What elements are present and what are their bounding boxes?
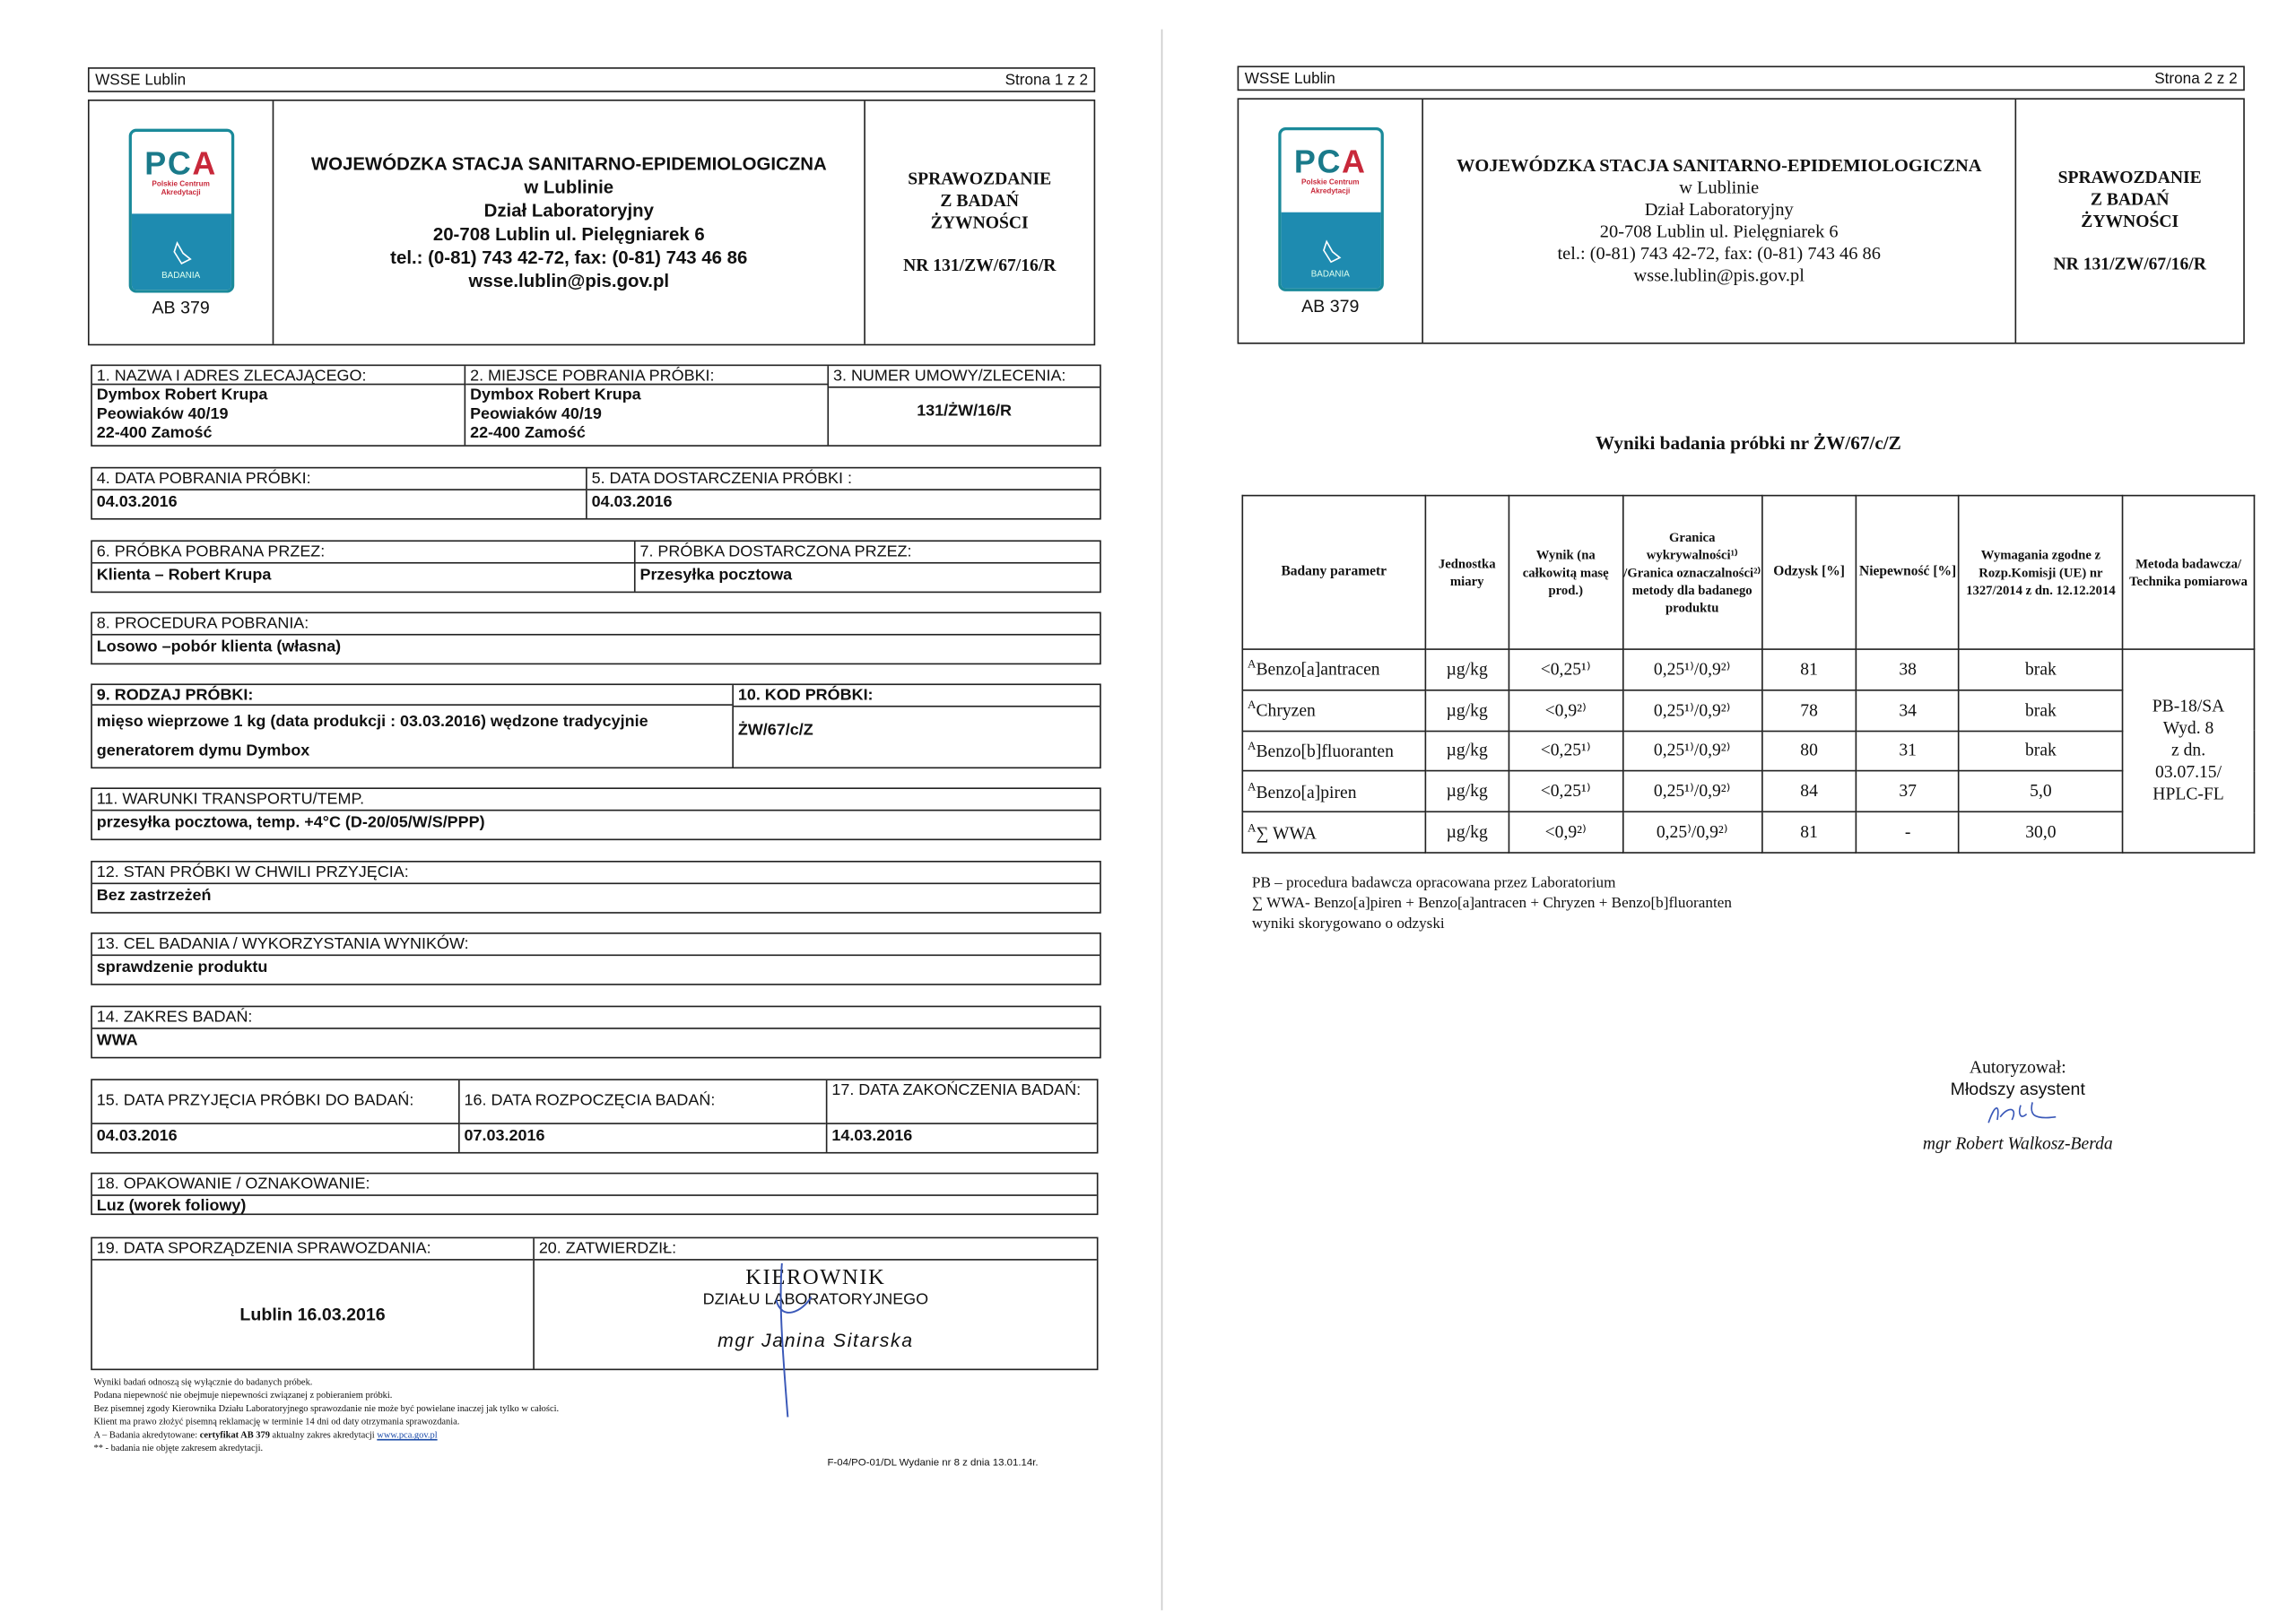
fn-mid: aktualny zakres akredytacji — [269, 1430, 378, 1441]
table-row — [1242, 731, 2254, 771]
param-cell — [1242, 812, 1425, 853]
accreditation-code: AB 379 — [1301, 294, 1360, 316]
logo-cell — [1239, 100, 1423, 343]
param-cell — [1242, 731, 1425, 771]
col-header: Jednostka miary — [1425, 496, 1509, 649]
table-row — [1242, 771, 2254, 811]
param-name: ∑ WWA — [1256, 821, 1317, 843]
institution-name: WOJEWÓDZKA STACJA SANITARNO-EPIDEMIOLOGICZNA — [1456, 155, 1982, 176]
col-header: Granica wykrywalności¹⁾ /Granica oznaczalności²⁾ metody dla badanego produktu — [1622, 496, 1761, 649]
unit-cell: µg/kg — [1425, 649, 1509, 690]
institution-city: w Lublinie — [1679, 177, 1760, 198]
authorization-block — [1889, 1057, 2146, 1155]
note: ∑ WWA- Benzo[a]piren + Benzo[a]antracen + Chryzen + Benzo[b]fluoranten — [1251, 896, 1732, 913]
method-line: 03.07.15/ — [2155, 761, 2222, 783]
s1-line: Peowiaków 40/19 — [96, 405, 229, 423]
fn-pre: A – Badania akredytowane: — [93, 1430, 200, 1441]
s7-label: 7. PRÓBKA DOSTARCZONA PRZEZ: — [636, 542, 1100, 563]
param-cell — [1242, 771, 1425, 811]
param-cell — [1242, 690, 1425, 730]
s8-label: 8. PROCEDURA POBRANIA: — [92, 613, 1100, 635]
table-row — [1242, 690, 2254, 730]
pca-logo — [1277, 126, 1383, 291]
page2-top-bar — [1238, 65, 2245, 91]
result-cell: <0,25¹⁾ — [1509, 731, 1622, 771]
s9-label: 9. RODZAJ PRÓBKI: — [92, 685, 732, 706]
s5-label: 5. DATA DOSTARCZENIA PRÓBKI : — [587, 468, 1100, 490]
recovery-cell: 78 — [1761, 690, 1857, 730]
recovery-cell: 81 — [1761, 812, 1857, 853]
institution-name: WOJEWÓDZKA STACJA SANITARNO-EPIDEMIOLOGICZNA — [310, 153, 827, 175]
accredited-mark: A — [1248, 657, 1257, 672]
section-9-10 — [91, 683, 1101, 768]
result-cell: <0,9²⁾ — [1509, 690, 1622, 730]
limit-cell: 0,25¹⁾/0,9²⁾ — [1622, 649, 1761, 690]
logo-badge: BADANIA — [1310, 270, 1350, 280]
s10-value: ŻW/67/c/Z — [737, 721, 813, 740]
limit-cell: 0,25¹⁾/0,9²⁾ — [1622, 690, 1761, 730]
form-code: F-04/PO-01/DL Wydanie nr 8 z dnia 13.01.14r. — [827, 1458, 1039, 1469]
page2-header — [1238, 98, 2245, 343]
s12-value: Bez zastrzeżeń — [96, 887, 212, 905]
s1-line: 22-400 Zamość — [96, 424, 213, 443]
footnote: Wyniki badań odnoszą się wyłącznie do badanych próbek. — [93, 1377, 313, 1388]
uncertainty-cell: - — [1857, 812, 1959, 853]
footnote: ** - badania nie objęte zakresem akredytacji. — [93, 1443, 264, 1454]
col-header: Niepewność [%] — [1857, 496, 1959, 649]
uncertainty-cell: 31 — [1857, 731, 1959, 771]
recovery-cell: 80 — [1761, 731, 1857, 771]
table-row — [1242, 812, 2254, 853]
accredited-mark: A — [1248, 698, 1257, 712]
s19-label: 19. DATA SPORZĄDZENIA SPRAWOZDANIA: — [92, 1238, 533, 1260]
col-header: Metoda badawcza/ Technika pomiarowa — [2123, 496, 2255, 649]
s2-line: Peowiaków 40/19 — [470, 405, 602, 423]
s19-value: Lublin 16.03.2016 — [239, 1304, 386, 1325]
accredited-mark: A — [1248, 779, 1257, 794]
s6-label: 6. PRÓBKA POBRANA PRZEZ: — [92, 542, 634, 563]
s14-label: 14. ZAKRES BADAŃ: — [92, 1007, 1100, 1028]
result-cell: <0,9²⁾ — [1509, 812, 1622, 853]
s2-line: Dymbox Robert Krupa — [470, 386, 641, 404]
institution-dept: Dział Laboratoryjny — [483, 200, 654, 221]
table-notes — [1252, 874, 1732, 936]
method-line: HPLC-FL — [2152, 784, 2224, 805]
limit-cell: 0,25⁾/0,9²⁾ — [1622, 812, 1761, 853]
uncertainty-cell: 34 — [1857, 690, 1959, 730]
footnote: Klient ma prawo złożyć pisemną reklamację w terminie 14 dni od daty otrzymania sprawozdania. — [93, 1417, 460, 1427]
institution-address: 20-708 Lublin ul. Pielęgniarek 6 — [432, 223, 705, 245]
limit-cell: 0,25¹⁾/0,9²⁾ — [1622, 731, 1761, 771]
requirement-cell: brak — [1959, 649, 2122, 690]
s3-value: 131/ŻW/16/R — [917, 402, 1013, 421]
recovery-cell: 81 — [1761, 649, 1857, 690]
note: wyniki skorygowano o odzyski — [1251, 916, 1445, 932]
section-8 — [91, 612, 1101, 664]
s1-line: Dymbox Robert Krupa — [96, 386, 268, 404]
institution-dept: Dział Laboratoryjny — [1644, 199, 1794, 220]
org-short: WSSE Lublin — [95, 71, 187, 89]
s4-label: 4. DATA POBRANIA PRÓBKI: — [92, 468, 586, 490]
institution-email: wsse.lublin@pis.gov.pl — [468, 271, 670, 291]
method-line: Wyd. 8 — [2162, 717, 2214, 739]
logo-line1: Polskie Centrum — [1301, 178, 1360, 187]
section-12 — [91, 861, 1101, 914]
approver-name: mgr Janina Sitarska — [718, 1329, 914, 1351]
section-6-7 — [91, 540, 1101, 593]
flask-icon — [168, 239, 194, 272]
page-number: Strona 2 z 2 — [2154, 69, 2238, 88]
recovery-cell: 84 — [1761, 771, 1857, 811]
institution-city: w Lublinie — [524, 177, 614, 198]
s12-label: 12. STAN PRÓBKI W CHWILI PRZYJĘCIA: — [92, 863, 1100, 884]
approver-title: KIEROWNIK — [745, 1266, 886, 1290]
results-table — [1241, 495, 2255, 854]
logo-cell — [90, 101, 274, 344]
s6-value: Klienta – Robert Krupa — [96, 566, 272, 585]
pca-mark: PCA — [1293, 143, 1367, 179]
s10-label: 10. KOD PRÓBKI: — [734, 685, 1100, 707]
report-title-2: Z BADAŃ — [2090, 188, 2170, 210]
s13-value: sprawdzenie produktu — [96, 958, 268, 976]
param-name: Benzo[a]antracen — [1256, 659, 1380, 681]
institution-cell — [1423, 100, 2016, 343]
report-number: NR 131/ZW/67/16/R — [903, 255, 1057, 275]
requirement-cell: brak — [1959, 690, 2122, 730]
col-header: Wymagania zgodne z Rozp.Komisji (UE) nr 1327/2014 z dn. 12.12.2014 — [1959, 496, 2122, 649]
param-name: Benzo[b]fluoranten — [1256, 741, 1394, 761]
institution-phone: tel.: (0-81) 743 42-72, fax: (0-81) 743 46 86 — [390, 247, 748, 268]
section-1-3 — [91, 365, 1101, 447]
accredited-mark: A — [1248, 820, 1257, 834]
section-15-17 — [91, 1079, 1098, 1153]
accredited-mark: A — [1248, 739, 1257, 753]
section-14 — [91, 1006, 1101, 1059]
page1-header — [88, 100, 1095, 345]
s16-value: 07.03.2016 — [464, 1127, 545, 1145]
institution-cell — [274, 101, 865, 344]
method-line: z dn. — [2171, 740, 2206, 761]
s9-line: generatorem dymu Dymbox — [96, 742, 310, 760]
flask-icon — [1318, 238, 1344, 270]
param-name: Benzo[a]piren — [1256, 781, 1357, 802]
pca-link[interactable]: www.pca.gov.pl — [377, 1430, 438, 1441]
section-18 — [91, 1173, 1098, 1215]
auth-label: Autoryzował: — [1969, 1056, 2066, 1078]
limit-cell: 0,25¹⁾/0,9²⁾ — [1622, 771, 1761, 811]
report-cell — [865, 101, 1094, 344]
col-header: Badany parametr — [1242, 496, 1425, 649]
page1-top-bar — [88, 67, 1095, 92]
s18-value: Luz (worek foliowy) — [96, 1197, 247, 1216]
uncertainty-cell: 37 — [1857, 771, 1959, 811]
org-short: WSSE Lublin — [1244, 69, 1335, 88]
s9-line: mięso wieprzowe 1 kg (data produkcji : 03.03.2016) wędzone tradycyjnie — [96, 713, 648, 731]
unit-cell: µg/kg — [1425, 812, 1509, 853]
auth-role: Młodszy asystent — [1950, 1079, 2085, 1100]
footnotes — [93, 1376, 825, 1455]
section-4-5 — [91, 467, 1101, 520]
results-title: Wyniki badania próbki nr ŻW/67/c/Z — [1595, 431, 1901, 455]
report-title-1: SPRAWOZDANIE — [2057, 167, 2202, 187]
unit-cell: µg/kg — [1425, 731, 1509, 771]
s1-label: 1. NAZWA I ADRES ZLECAJĄCEGO: — [92, 366, 465, 385]
s2-line: 22-400 Zamość — [470, 424, 586, 443]
page-number: Strona 1 z 2 — [1004, 71, 1089, 89]
method-cell — [2123, 649, 2255, 853]
col-header: Wynik (na całkowitą masę prod.) — [1509, 496, 1622, 649]
s18-label: 18. OPAKOWANIE / OZNAKOWANIE: — [92, 1174, 1097, 1195]
s17-value: 14.03.2016 — [831, 1127, 913, 1145]
page-divider — [1161, 30, 1163, 1610]
auth-name: mgr Robert Walkosz-Berda — [1922, 1132, 2113, 1154]
institution-phone: tel.: (0-81) 743 42-72, fax: (0-81) 743 46 86 — [1557, 243, 1881, 264]
s17-label: 17. DATA ZAKOŃCZENIA BADAŃ: — [827, 1080, 1096, 1124]
pca-logo — [128, 128, 234, 292]
requirement-cell: brak — [1959, 731, 2122, 771]
report-number: NR 131/ZW/67/16/R — [2053, 253, 2206, 274]
col-header: Odzysk [%] — [1761, 496, 1857, 649]
s16-label: 16. DATA ROZPOCZĘCIA BADAŃ: — [460, 1080, 826, 1124]
logo-line1: Polskie Centrum — [152, 178, 210, 188]
param-cell — [1242, 649, 1425, 690]
institution-email: wsse.lublin@pis.gov.pl — [1633, 265, 1805, 286]
s20-label: 20. ZATWIERDZIŁ: — [535, 1238, 1097, 1260]
section-13 — [91, 932, 1101, 985]
pca-mark: PCA — [144, 143, 217, 181]
s4-value: 04.03.2016 — [96, 493, 178, 511]
logo-line2: Akredytacji — [1310, 186, 1351, 195]
s3-label: 3. NUMER UMOWY/ZLECENIA: — [829, 366, 1100, 387]
footnote-accreditation — [93, 1428, 825, 1442]
institution-address: 20-708 Lublin ul. Pielęgniarek 6 — [1599, 221, 1839, 242]
s15-value: 04.03.2016 — [96, 1127, 178, 1145]
fn-cert: certyfikat AB 379 — [199, 1430, 270, 1441]
signature-mark — [1974, 1099, 2062, 1125]
section-19-20 — [91, 1237, 1098, 1371]
param-name: Chryzen — [1256, 699, 1316, 721]
s11-value: przesyłka pocztowa, temp. +4°C (D-20/05/W/S/PPP) — [96, 813, 485, 832]
table-header-row — [1242, 496, 2254, 649]
section-11 — [91, 787, 1101, 840]
table-row — [1242, 649, 2254, 690]
s14-value: WWA — [96, 1032, 138, 1050]
report-title-2: Z BADAŃ — [940, 190, 1020, 212]
requirement-cell: 30,0 — [1959, 812, 2122, 853]
s5-value: 04.03.2016 — [591, 493, 673, 511]
report-title-1: SPRAWOZDANIE — [908, 168, 1052, 189]
logo-line2: Akredytacji — [161, 187, 201, 197]
unit-cell: µg/kg — [1425, 690, 1509, 730]
footnote: Podana niepewność nie obejmuje niepewności związanej z pobieraniem próbki. — [93, 1391, 393, 1401]
result-cell: <0,25¹⁾ — [1509, 771, 1622, 811]
accreditation-code: AB 379 — [152, 296, 210, 317]
s8-value: Losowo –pobór klienta (własna) — [96, 638, 342, 656]
s15-label: 15. DATA PRZYJĘCIA PRÓBKI DO BADAŃ: — [92, 1080, 458, 1124]
report-title-3: ŻYWNOŚCI — [2081, 211, 2179, 231]
approver-dept: DZIAŁU LABORATORYJNEGO — [702, 1290, 929, 1309]
note: PB – procedura badawcza opracowana przez Laboratorium — [1251, 875, 1616, 892]
requirement-cell: 5,0 — [1959, 771, 2122, 811]
s2-label: 2. MIEJSCE POBRANIA PRÓBKI: — [465, 366, 827, 385]
method-line: PB-18/SA — [2152, 696, 2225, 717]
uncertainty-cell: 38 — [1857, 649, 1959, 690]
report-cell — [2016, 100, 2243, 343]
footnote: Bez pisemnej zgody Kierownika Działu Laboratoryjnego sprawozdanie nie może być powielane inaczej jak tylko w całości. — [93, 1403, 560, 1415]
report-title-3: ŻYWNOŚCI — [930, 212, 1029, 233]
s7-value: Przesyłka pocztowa — [639, 566, 793, 585]
result-cell: <0,25¹⁾ — [1509, 649, 1622, 690]
unit-cell: µg/kg — [1425, 771, 1509, 811]
s11-label: 11. WARUNKI TRANSPORTU/TEMP. — [92, 789, 1100, 811]
s13-label: 13. CEL BADANIA / WYKORZYSTANIA WYNIKÓW: — [92, 934, 1100, 956]
logo-badge: BADANIA — [161, 271, 201, 281]
